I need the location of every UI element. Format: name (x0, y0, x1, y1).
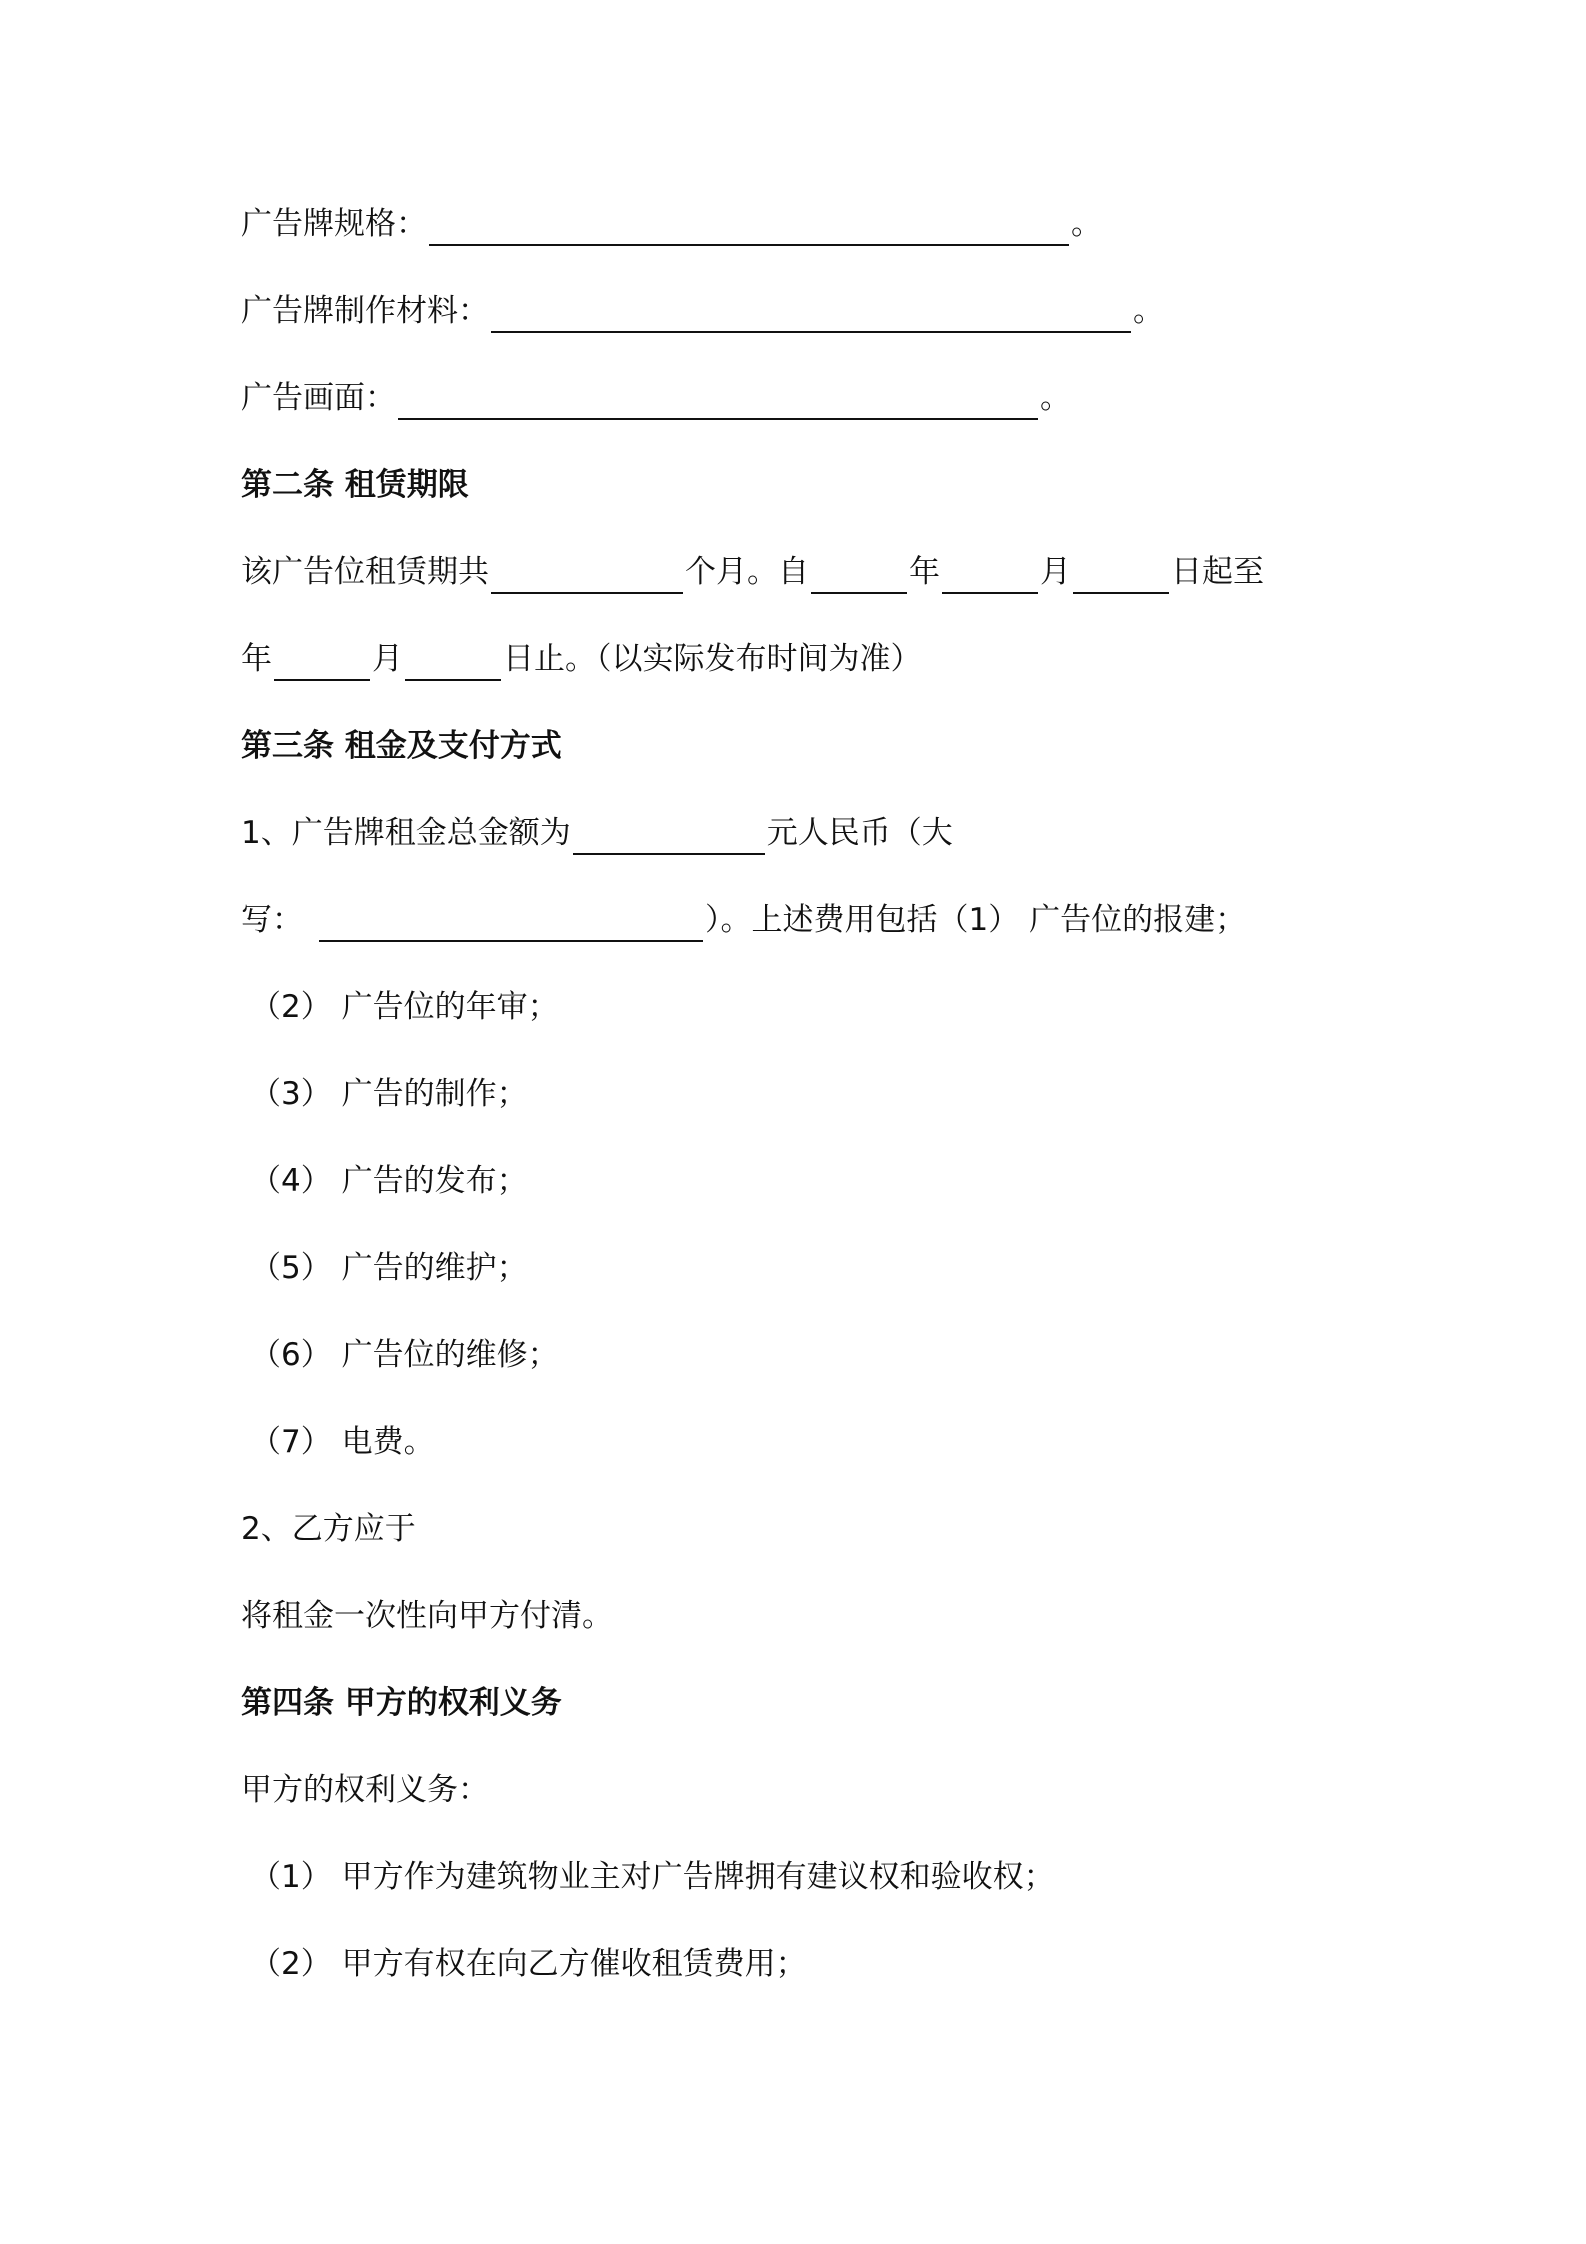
rent-amount-line (241, 795, 953, 855)
lease-months-blank[interactable] (491, 556, 683, 594)
picture-end: 。 (1040, 380, 1071, 416)
start-month-blank[interactable] (942, 556, 1038, 594)
lease-term-text-b: 个月。自 (685, 554, 809, 590)
end-day-blank[interactable] (405, 643, 501, 681)
picture-line (241, 360, 1071, 420)
fee-item-3: （3） 广告的制作； (250, 1076, 528, 1112)
picture-blank[interactable] (398, 382, 1038, 420)
rent-amount-text-b: 元人民币（大 (766, 815, 953, 851)
rent-capital-line (241, 882, 1246, 942)
spec-label: 广告牌规格： (241, 206, 427, 242)
material-end: 。 (1133, 293, 1164, 329)
fee-item-2: （2） 广告位的年审； (250, 989, 559, 1025)
picture-label: 广告画面： (241, 380, 396, 416)
article2-title: 第二条 租赁期限 (241, 467, 469, 503)
end-month-text: 月 (372, 641, 403, 677)
spec-blank[interactable] (429, 208, 1069, 246)
end-year-text: 年 (241, 641, 272, 677)
material-blank[interactable] (491, 295, 1131, 333)
fee-item-4: （4） 广告的发布； (250, 1163, 528, 1199)
payment-once-line: 将租金一次性向甲方付清。 (241, 1598, 613, 1634)
material-line (241, 273, 1164, 333)
article4-title: 第四条 甲方的权利义务 (241, 1685, 562, 1721)
lease-term-text-d: 月 (1040, 554, 1071, 590)
rent-capital-text: 写： (241, 902, 303, 938)
fee-item-5: （5） 广告的维护； (250, 1250, 528, 1286)
start-day-blank[interactable] (1073, 556, 1169, 594)
payment-deadline-line: 2、乙方应于 (241, 1511, 416, 1547)
party-a-rights-intro: 甲方的权利义务： (241, 1772, 489, 1808)
lease-term-text-c: 年 (909, 554, 940, 590)
rent-capital-blank[interactable] (319, 904, 703, 942)
party-a-right-2: （2） 甲方有权在向乙方催收租赁费用； (250, 1946, 807, 1982)
lease-term-text-e: 日起至 (1171, 554, 1264, 590)
fee-item-7: （7） 电费。 (250, 1424, 435, 1460)
article2-line2 (241, 621, 922, 681)
party-a-right-1: （1） 甲方作为建筑物业主对广告牌拥有建议权和验收权； (250, 1859, 1055, 1895)
material-label: 广告牌制作材料： (241, 293, 489, 329)
spec-end: 。 (1071, 206, 1102, 242)
spec-line (241, 186, 1102, 246)
fee-includes-text: ）。上述费用包括（1） 广告位的报建； (705, 902, 1247, 938)
end-month-blank[interactable] (274, 643, 370, 681)
end-day-text: 日止。（以实际发布时间为准） (503, 641, 922, 677)
article2-line1 (241, 534, 1264, 594)
article3-title: 第三条 租金及支付方式 (241, 728, 562, 764)
fee-item-6: （6） 广告位的维修； (250, 1337, 559, 1373)
start-year-blank[interactable] (811, 556, 907, 594)
lease-term-text-a: 该广告位租赁期共 (241, 554, 489, 590)
rent-amount-text-a: 1、广告牌租金总金额为 (241, 815, 571, 851)
rent-amount-blank[interactable] (573, 817, 765, 855)
